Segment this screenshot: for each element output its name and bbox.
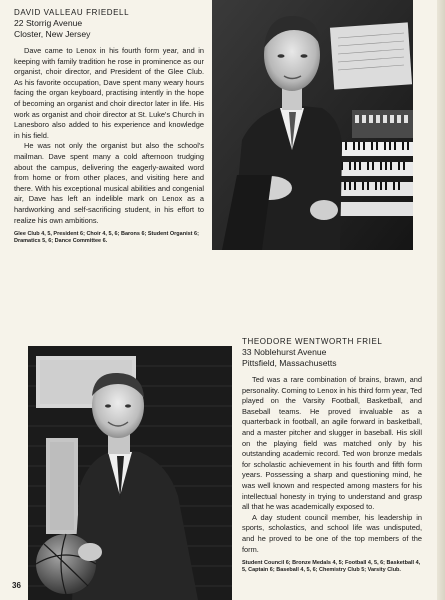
senior-biography bbox=[14, 46, 204, 226]
senior-photo-friedell bbox=[212, 0, 413, 250]
bio-paragraph: A day student council member, his leadership in sports, scholastics, and school life was undisputed, and he proved to be one of the top members of the form. bbox=[242, 512, 422, 554]
page-gutter bbox=[437, 0, 445, 600]
bio-paragraph: Dave came to Lenox in his fourth form year, and in keeping with family tradition he rose in prominence as our organist, choir director, and President of the Glee Club. As his favorite occupation, Dave spent many weary hours facing the organ keyboard, practising intently in the hope of becoming an organist and choir director later in life. His work as organist and choir director at St. Luke's Church in Lanesboro also added to his experience and knowledge in his field. bbox=[14, 46, 204, 140]
senior-entry-friel bbox=[242, 337, 422, 575]
senior-activities: Glee Club 4, 5, President 6; Choir 4, 5, 6; Barons 6; Student Organist 6; Dramatics 5, 6; Dance Committee 6. bbox=[14, 231, 199, 245]
senior-name: DAVID VALLEAU FRIEDELL bbox=[14, 8, 130, 17]
senior-photo-friel bbox=[28, 346, 232, 600]
senior-address-street: 33 Noblehurst Avenue bbox=[242, 347, 327, 357]
senior-entry-friedell bbox=[14, 8, 204, 246]
bio-paragraph: He was not only the organist but also the school's mailman. Dave spent many a cold afternoon trudging about the campus, delivering the eagerly-awaited word from home or from other places, and visiting here and there. With his exceptional musical abilities and congenial air, Dave has left an indelible mark on Lenox as a hardworking and self-sacrificing student, in his effort to realize his own ambitions. bbox=[14, 141, 204, 225]
bio-paragraph: Ted was a rare combination of brains, brawn, and personality. Coming to Lenox in his third form year, Ted played on the Varsity Football, Basketball, and Baseball teams. He proved invaluable as a quarterback in football, an agile forward in basketball, and a master pitcher and slugger in baseball. His skill on the playing field was matched only by his outstanding academic record. Ted won bronze medals for scholastic achievement in his fourth and fifth form years. Possessing a sharp and questioning mind, he was well known and respected among masters for his intellectual honesty in trying to understand and grasp all that he was academically exposed to. bbox=[242, 375, 422, 512]
senior-name: THEODORE WENTWORTH FRIEL bbox=[242, 337, 383, 346]
senior-address-city: Closter, New Jersey bbox=[14, 29, 91, 39]
senior-biography bbox=[242, 375, 422, 555]
senior-address-city: Pittsfield, Massachusetts bbox=[242, 358, 337, 368]
senior-address-street: 22 Storrig Avenue bbox=[14, 18, 83, 28]
senior-activities: Student Council 6; Bronze Medals 4, 5; Football 4, 5, 6; Basketball 4, 5, Captain 6; Baseball 4, 5, 6; Chemistry Club 5; Varsity Club. bbox=[242, 560, 421, 574]
page-number: 36 bbox=[12, 581, 21, 590]
